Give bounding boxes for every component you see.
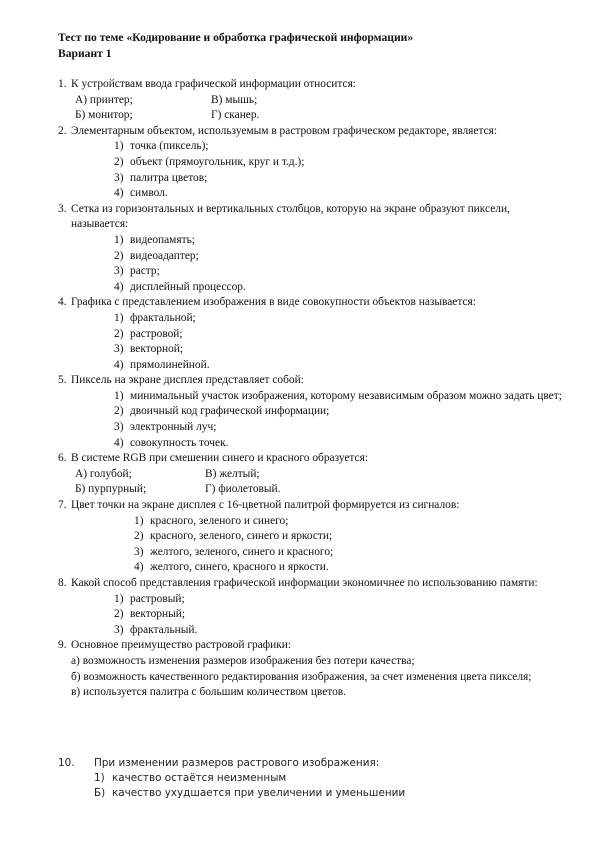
answer-option: Г) сканер. xyxy=(211,109,260,122)
option-marker: 2) xyxy=(134,530,144,543)
answer-option xyxy=(134,545,568,561)
question-text: К устройствам ввода графической информации относится: xyxy=(71,78,356,90)
option-marker: 2) xyxy=(114,327,124,340)
option-marker: 1) xyxy=(94,772,105,785)
option-text: растровый; xyxy=(130,592,185,605)
answer-option xyxy=(114,139,568,155)
option-marker: 4) xyxy=(114,280,124,293)
question-text: Основное преимущество растровой графики: xyxy=(71,639,292,652)
option-marker: 2) xyxy=(114,155,124,168)
option-text: прямолинейной. xyxy=(130,358,210,371)
option-marker: 2) xyxy=(114,608,124,621)
option-marker: 1) xyxy=(114,389,124,402)
answer-option xyxy=(114,327,568,343)
question-text: Какой способ представления графической информации экономичнее по использованию памяти: xyxy=(71,577,538,589)
variant-label: Вариант 1 xyxy=(58,46,112,60)
option-text: фрактальной; xyxy=(130,311,196,324)
answer-option xyxy=(114,436,568,452)
answer-option xyxy=(114,233,568,249)
option-text: качество ухудшается при увеличении и уменьшении xyxy=(112,787,406,800)
answer-option xyxy=(58,771,568,786)
option-text: векторный; xyxy=(130,608,185,621)
answer-option xyxy=(134,514,568,530)
answer-option: в) используется палитра с большим количеством цветов. xyxy=(71,686,347,699)
question-7 xyxy=(58,498,568,514)
answer-option: Б) пурпурный; xyxy=(75,483,147,496)
question-text: В системе RGB при смешении синего и красного образуется: xyxy=(71,452,369,465)
option-marker: Б) xyxy=(94,787,106,800)
option-text: символ. xyxy=(130,187,168,200)
answer-option xyxy=(58,786,568,801)
option-marker: 1) xyxy=(134,514,144,527)
question-5 xyxy=(58,373,568,389)
answer-option: Г) фиолетовый. xyxy=(205,483,281,496)
question-list xyxy=(58,77,568,701)
answer-option: В) мышь; xyxy=(211,93,258,106)
option-marker: 3) xyxy=(134,545,144,558)
option-marker: 4) xyxy=(114,358,124,371)
option-marker: 1) xyxy=(114,233,124,246)
option-marker: 4) xyxy=(114,436,124,449)
answer-row xyxy=(58,108,568,124)
option-marker: 3) xyxy=(114,171,124,184)
answer-option xyxy=(114,420,568,436)
answer-option xyxy=(114,607,568,623)
option-text: минимальный участок изображения, которому независимым образом можно задать цвет; xyxy=(130,389,562,402)
question-text: Графика с представлением изображения в виде совокупности объектов называется: xyxy=(71,296,476,309)
option-marker: 4) xyxy=(134,561,144,574)
question-text: Сетка из горизонтальных и вертикальных столбцов, которую на экране образуют пиксели, называется: xyxy=(71,202,510,231)
question-text: Элементарным объектом, используемым в растровом графическом редакторе, является: xyxy=(71,124,498,137)
option-text: видеоадаптер; xyxy=(130,249,199,262)
option-marker: 3) xyxy=(114,265,124,278)
question-10-block xyxy=(58,756,568,802)
answer-option xyxy=(114,404,568,420)
answer-option: В) желтый; xyxy=(205,467,260,480)
answer-list xyxy=(114,389,568,451)
option-text: дисплейный процессор. xyxy=(130,280,246,293)
option-text: желтого, зеленого, синего и красного; xyxy=(150,545,334,558)
option-marker: 2) xyxy=(114,405,124,418)
question-number: 8. xyxy=(58,577,67,589)
answer-list xyxy=(114,233,568,295)
question-number: 4. xyxy=(58,296,67,309)
answer-list xyxy=(114,311,568,373)
question-number: 7. xyxy=(58,499,67,512)
answer-option xyxy=(114,155,568,171)
answer-option xyxy=(114,280,568,296)
answer-option xyxy=(114,358,568,374)
question-10 xyxy=(58,756,568,771)
answer-option xyxy=(114,342,568,358)
answer-row xyxy=(58,467,568,483)
answer-option xyxy=(114,623,568,639)
question-number: 10. xyxy=(58,757,75,769)
question-number: 2. xyxy=(58,124,67,137)
answer-option xyxy=(114,186,568,202)
question-number: 3. xyxy=(58,202,67,215)
answer-option xyxy=(114,311,568,327)
answer-option: б) возможность качественного редактирования изображения, за счет изменения цвета пикселя; xyxy=(71,670,532,683)
option-marker: 3) xyxy=(114,421,124,434)
option-text: растр; xyxy=(130,265,160,278)
answer-option xyxy=(114,249,568,265)
question-6 xyxy=(58,451,568,467)
question-1 xyxy=(58,77,568,93)
option-text: видеопамять; xyxy=(130,233,195,246)
answer-option xyxy=(114,389,568,405)
question-number: 5. xyxy=(58,374,67,387)
option-marker: 1) xyxy=(114,140,124,153)
option-text: точка (пиксель); xyxy=(130,140,209,153)
document-header xyxy=(58,30,413,61)
answer-option xyxy=(114,171,568,187)
option-marker: 4) xyxy=(114,187,124,200)
option-text: векторной; xyxy=(130,343,184,356)
option-text: палитра цветов; xyxy=(130,171,208,184)
answer-option xyxy=(134,560,568,576)
option-marker: 1) xyxy=(114,311,124,324)
option-text: фрактальный. xyxy=(130,623,198,636)
question-number: 6. xyxy=(58,452,67,465)
option-marker: 3) xyxy=(114,623,124,636)
option-marker: 1) xyxy=(114,592,124,605)
answer-option: Б) монитор; xyxy=(75,109,133,122)
answer-list xyxy=(114,139,568,201)
question-number: 9. xyxy=(58,639,67,652)
option-text: красного, зеленого, синего и яркости; xyxy=(150,530,333,543)
question-number: 1. xyxy=(58,78,67,90)
answer-option: а) возможность изменения размеров изображения без потери качества; xyxy=(71,654,415,667)
question-2 xyxy=(58,124,568,140)
answer-list xyxy=(114,592,568,639)
option-text: растровой; xyxy=(130,327,183,340)
answer-option xyxy=(114,592,568,608)
answer-list xyxy=(134,514,568,576)
question-text: Пиксель на экране дисплея представляет собой: xyxy=(71,374,304,387)
option-marker: 3) xyxy=(114,343,124,356)
test-title: Тест по теме «Кодирование и обработка графической информации» xyxy=(58,31,414,44)
option-text: желтого, синего, красного и яркости. xyxy=(150,561,329,574)
answer-option xyxy=(134,529,568,545)
question-9 xyxy=(58,638,568,654)
answer-row xyxy=(58,482,568,498)
answer-option xyxy=(114,264,568,280)
question-text: При изменении размеров растрового изображения: xyxy=(94,757,380,769)
option-text: совокупность точек. xyxy=(130,436,229,449)
answer-row xyxy=(58,93,568,109)
option-text: двоичный код графической информации; xyxy=(130,405,330,418)
option-marker: 2) xyxy=(114,249,124,262)
question-4 xyxy=(58,295,568,311)
question-text: Цвет точки на экране дисплея с 16-цветной палитрой формируется из сигналов: xyxy=(71,499,460,512)
option-text: красного, зеленого и синего; xyxy=(150,514,289,527)
question-3 xyxy=(58,202,568,233)
option-text: электронный луч; xyxy=(130,421,217,434)
question-8 xyxy=(58,576,568,592)
option-text: объект (прямоугольник, круг и т.д.); xyxy=(130,155,305,168)
answer-option: А) голубой; xyxy=(75,467,132,480)
answer-option: А) принтер; xyxy=(75,93,133,106)
option-text: качество остаётся неизменным xyxy=(112,772,287,785)
